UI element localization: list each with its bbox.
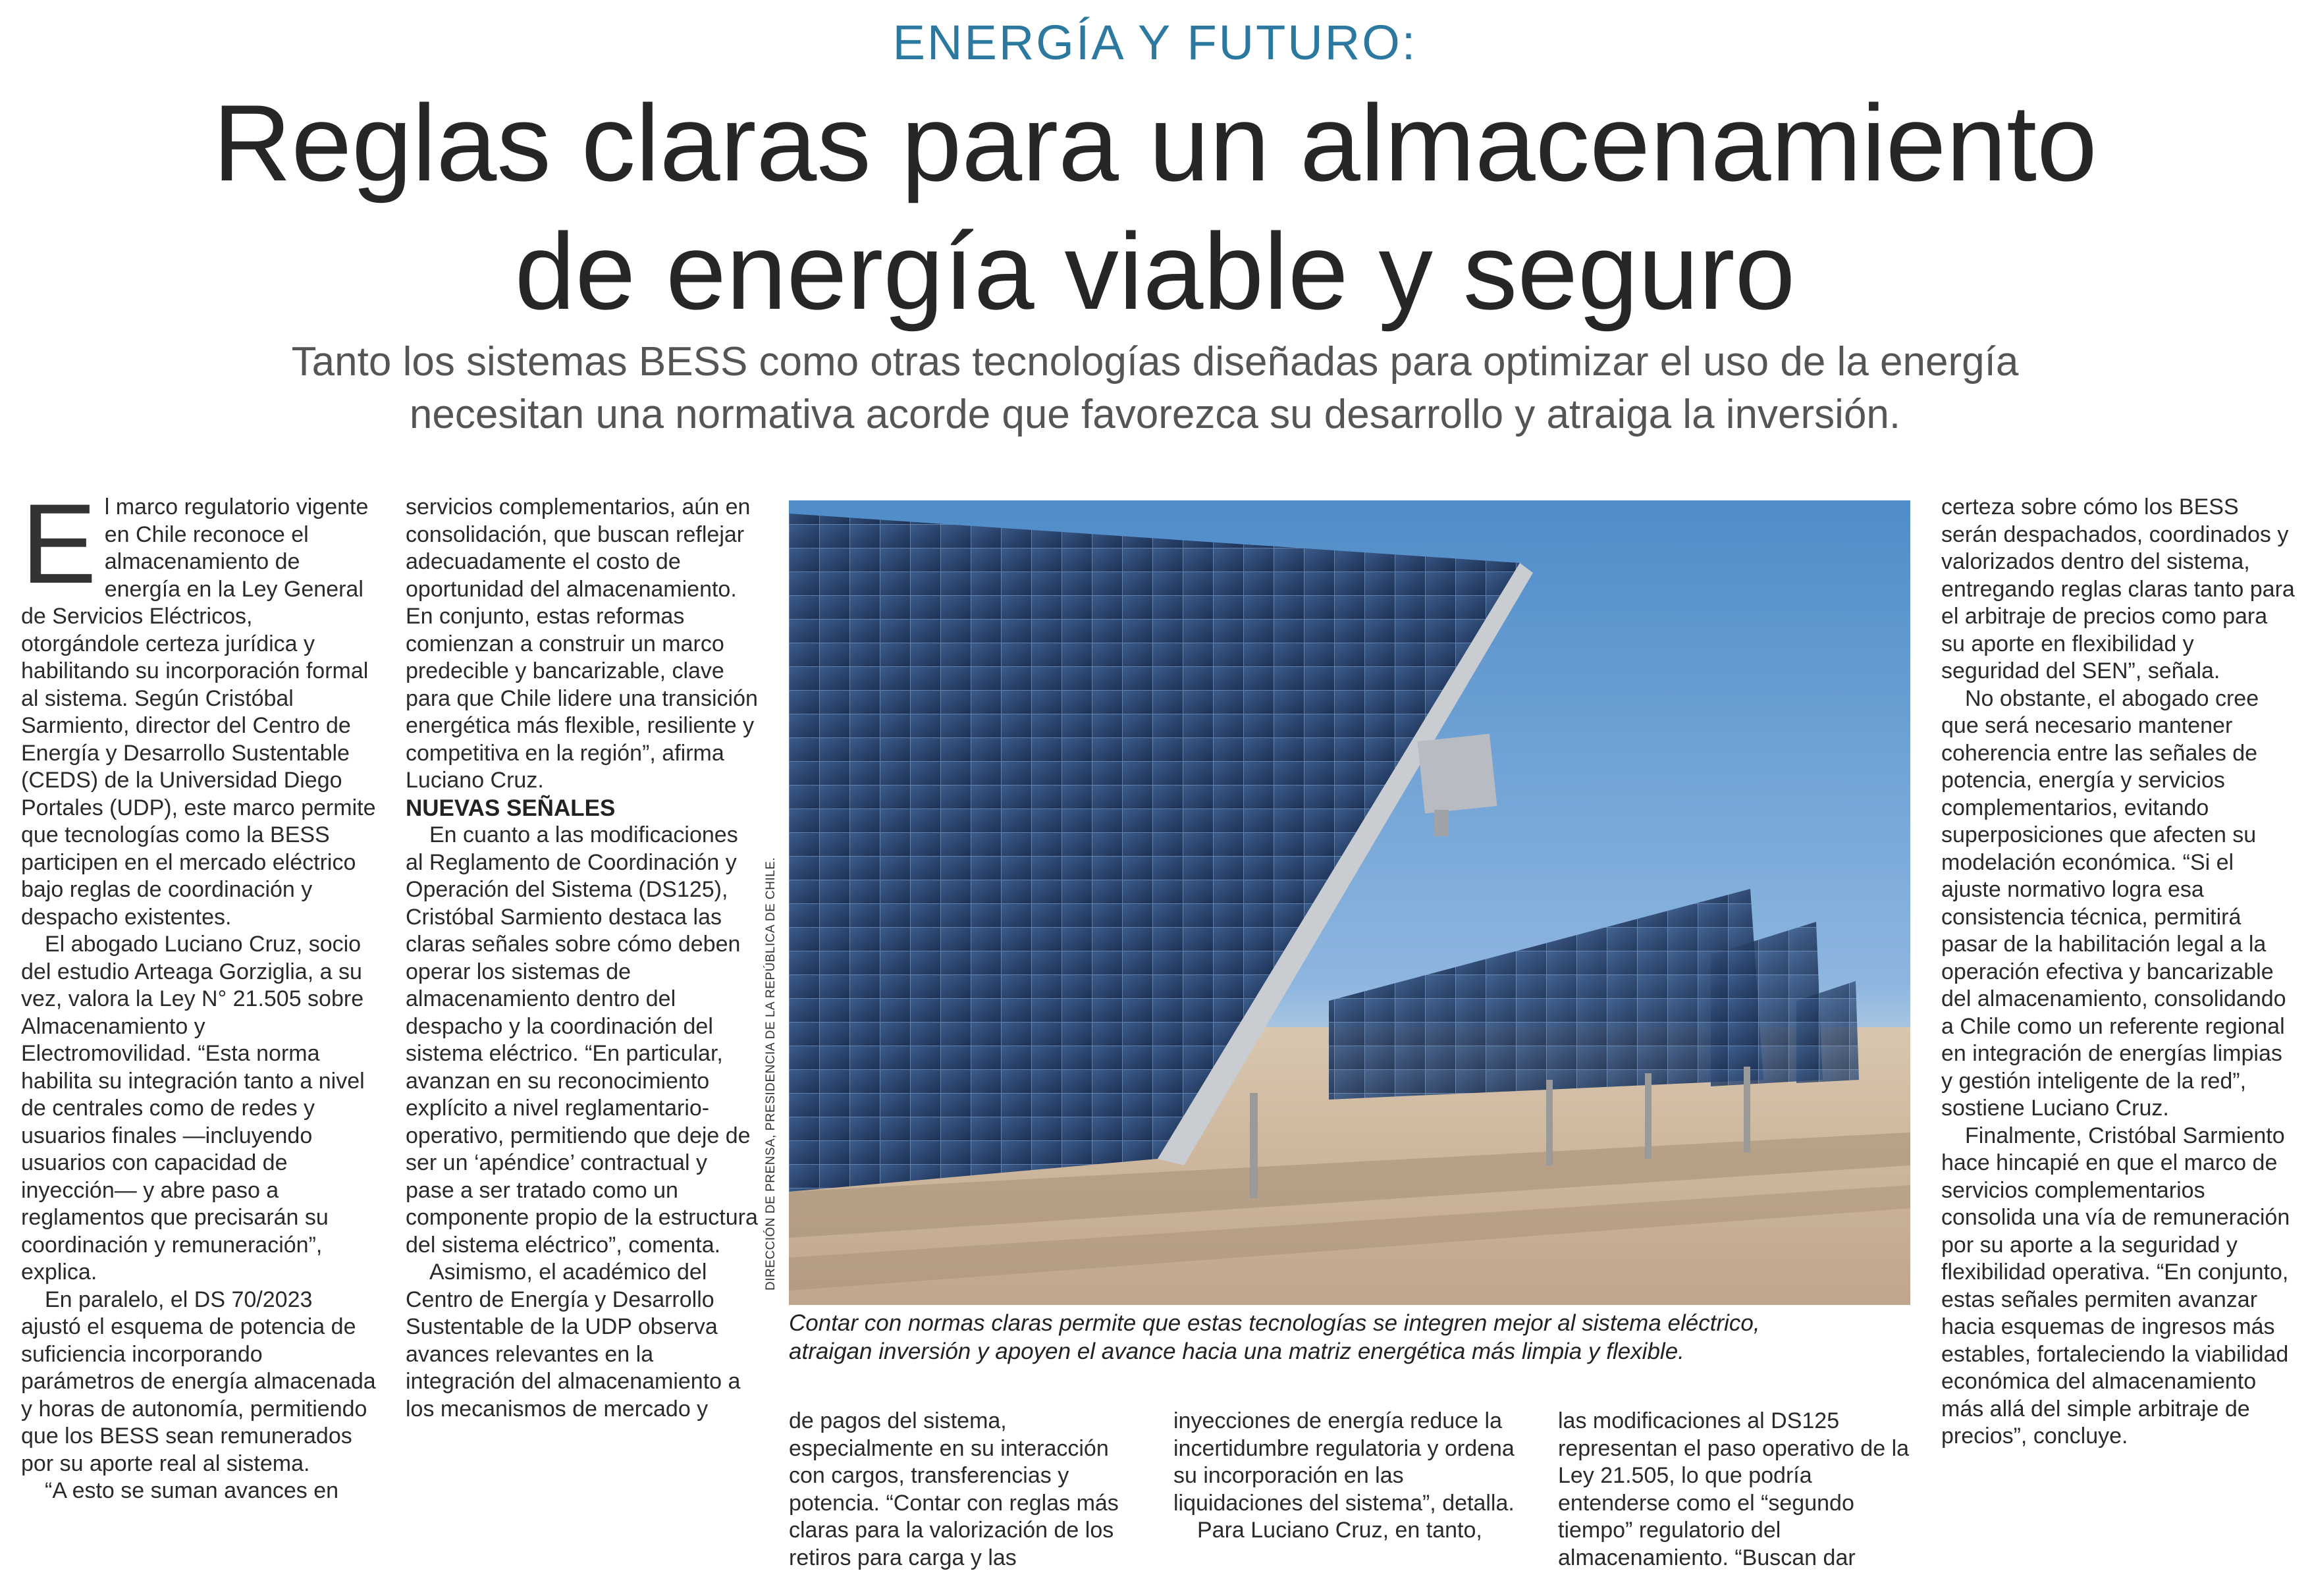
paragraph: En cuanto a las modificaciones al Reglamento de Coordinación y Operación del Sistema (DS125), Cristóbal Sarmiento destaca las claras señales sobre cómo deben operar los sistemas de almacenamiento dentro del despacho y la coordinación del sistema eléctrico. “En particular, avanzan en su reconocimiento explícito a nivel reglamentario-operativo, permitiendo que deje de ser un ‘apéndice’ contractual y pase a ser tratado como un componente propio de la estructura del sistema eléctrico”, comenta. [406, 822, 758, 1258]
paragraph: En paralelo, el DS 70/2023 ajustó el esquema de potencia de suficiencia incorporando parámetros de energía almacenada y horas de autonomía, permitiendo que los BESS sean remunerados por su aporte real al sistema. [21, 1287, 376, 1476]
section-kicker: ENERGÍA Y FUTURO: [892, 15, 1418, 70]
subheadline-line-1: Tanto los sistemas BESS como otras tecnologías diseñadas para optimizar el uso de la energía [291, 339, 2019, 385]
paragraph: certeza sobre cómo los BESS serán despachados, coordinados y valorizados dentro del sistema, entregando reglas claras tanto para el arbitraje de precios como para su aporte en flexibilidad y seguridad del SEN”, señala. [1941, 494, 2295, 683]
article-column-2 [406, 494, 759, 1423]
solar-panels-illustration [789, 500, 1910, 1305]
paragraph: Finalmente, Cristóbal Sarmiento hace hincapié en que el marco de servicios complementarios consolida una vía de remuneración por su aporte a la seguridad y flexibilidad operativa. “En conjunto, estas señales permiten avanzar hacia esquemas de ingresos más estables, fortaleciendo la viabilidad económica del almacenamiento más allá del simple arbitraje de precios”, concluye. [1941, 1123, 2290, 1449]
paragraph: servicios complementarios, aún en consolidación, que buscan reflejar adecuadamente el costo de oportunidad del almacenamiento. En conjunto, estas reformas comienzan a construir un marco predecible y bancarizable, clave para que Chile lidere una transición energética más flexible, resiliente y competitiva en la región”, afirma Luciano Cruz. [406, 494, 758, 793]
article-column-1 [21, 481, 377, 1505]
article-column-6 [1941, 494, 2297, 1450]
section-subhead: NUEVAS SEÑALES [406, 795, 616, 821]
paragraph: las modificaciones al DS125 representan el paso operativo de la Ley 21.505, lo que podría entenderse como el “segundo tiempo” regulatorio del almacenamiento. “Buscan dar [1558, 1408, 1910, 1570]
paragraph: No obstante, el abogado cree que será necesario mantener coherencia entre las señales de potencia, energía y servicios complementarios, evitando superposiciones que afecten su modelación económica. “Si el ajuste normativo logra esa consistencia técnica, permitirá pasar de la habilitación legal a la operación efectiva y bancarizable del almacenamiento, consolidando a Chile como un referente regional en integración de energías limpias y gestión inteligente de la red”, sostiene Luciano Cruz. [1941, 685, 2286, 1121]
paragraph: Asimismo, el académico del Centro de Energía y Desarrollo Sustentable de la UDP observa avances relevantes en la integración del almacenamiento a los mecanismos de mercado y [406, 1260, 741, 1422]
caption-line-2: atraigan inversión y apoyen el avance hacia una matriz energética más limpia y flexible. [789, 1339, 1684, 1364]
photo-caption [789, 1309, 1921, 1366]
paragraph: “A esto se suman avances en [45, 1478, 339, 1503]
headline-line-1: Reglas claras para un almacenamiento [213, 82, 2097, 203]
paragraph: El abogado Luciano Cruz, socio del estudio Arteaga Gorziglia, a su vez, valora la Ley N° 21.505 sobre Almacenamiento y Electromovilidad. “Esta norma habilita su integración tanto a nivel de centrales como de redes y usuarios finales —incluyendo usuarios con capacidad de inyección— y abre paso a reglamentos que precisarán su coordinación y remuneración”, explica. [21, 932, 365, 1285]
headline-line-2: de energía viable y seguro [514, 211, 1796, 332]
paragraph: inyecciones de energía reduce la incertidumbre regulatoria y ordena su incorporación en las liquidaciones del sistema”, detalla. [1173, 1408, 1515, 1516]
subheadline-line-2: necesitan una normativa acorde que favorezca su desarrollo y atraiga la inversión. [409, 392, 1901, 437]
photo-credit: DIRECCIÓN DE PRENSA, PRESIDENCIA DE LA REPÚBLICA DE CHILE. [764, 857, 778, 1290]
subheadline [198, 336, 2112, 441]
paragraph: de pagos del sistema, especialmente en su interacción con cargos, transferencias y potencia. “Contar con reglas más claras para la valorización de los retiros para carga y las [789, 1408, 1119, 1570]
paragraph: Para Luciano Cruz, en tanto, [1197, 1518, 1482, 1543]
headline [66, 79, 2244, 336]
article-column-5 [1558, 1408, 1914, 1572]
drop-cap: E [21, 481, 97, 607]
paragraph: l marco regulatorio vigente en Chile reconoce el almacenamiento de energía en la Ley General de Servicios Eléctricos, otorgándole certeza jurídica y habilitando su incorporación formal al sistema. Según Cristóbal Sarmiento, director del Centro de Energía y Desarrollo Sustentable (CEDS) de la Universidad Diego Portales (UDP), este marco permite que tecnologías como la BESS participen en el mercado eléctrico bajo reglas de coordinación y despacho existentes. [21, 494, 376, 930]
caption-line-1: Contar con normas claras permite que estas tecnologías se integren mejor al sistema eléctrico, [789, 1310, 1760, 1336]
solar-panels-photo [789, 500, 1910, 1305]
article-column-3 [789, 1408, 1144, 1572]
article-column-4 [1173, 1408, 1529, 1545]
